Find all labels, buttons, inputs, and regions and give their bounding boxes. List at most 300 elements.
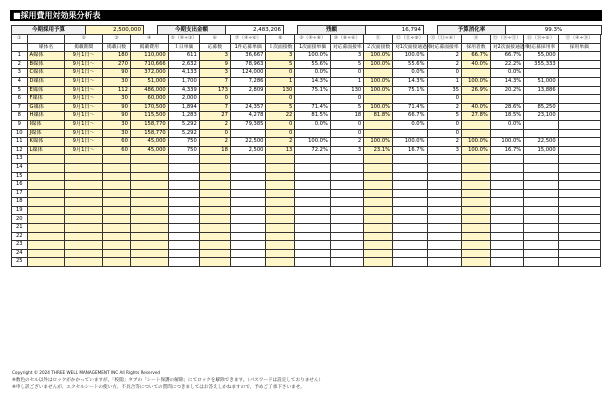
- table-cell[interactable]: F媒体: [27, 95, 65, 104]
- table-cell[interactable]: [65, 198, 103, 207]
- table-cell[interactable]: [130, 172, 168, 181]
- table-cell[interactable]: [266, 258, 295, 267]
- table-cell[interactable]: [27, 206, 65, 215]
- table-cell[interactable]: [364, 95, 393, 104]
- table-cell[interactable]: 30: [103, 120, 131, 129]
- table-cell[interactable]: 90: [103, 69, 131, 78]
- table-cell[interactable]: [65, 215, 103, 224]
- table-cell[interactable]: [364, 249, 393, 258]
- table-cell[interactable]: [364, 215, 393, 224]
- table-cell[interactable]: [103, 155, 131, 164]
- table-cell[interactable]: 100.0%: [461, 77, 490, 86]
- table-cell[interactable]: 26.9%: [461, 86, 490, 95]
- table-cell[interactable]: 0: [266, 95, 295, 104]
- table-cell[interactable]: [27, 155, 65, 164]
- table-cell: 4,278: [230, 112, 266, 121]
- table-cell[interactable]: [199, 224, 230, 233]
- table-cell[interactable]: 51,000: [130, 77, 168, 86]
- table-cell[interactable]: 100.0%: [461, 138, 490, 147]
- table-cell[interactable]: 9月1日～: [65, 112, 103, 121]
- table-cell[interactable]: 9月1日～: [65, 77, 103, 86]
- table-cell[interactable]: D媒体: [27, 77, 65, 86]
- table-row: [12, 163, 601, 172]
- table-cell[interactable]: [364, 241, 393, 250]
- table-cell: [393, 224, 427, 233]
- table-cell: 22.2%: [490, 60, 523, 69]
- table-cell[interactable]: 60,000: [130, 95, 168, 104]
- table-row: [12, 155, 601, 164]
- table-cell[interactable]: [364, 189, 393, 198]
- table-cell[interactable]: 3: [199, 52, 230, 61]
- table-cell[interactable]: 27.8%: [461, 112, 490, 121]
- table-cell[interactable]: [103, 181, 131, 190]
- table-cell[interactable]: 0: [266, 129, 295, 138]
- table-cell: 2,500: [230, 146, 266, 155]
- table-cell[interactable]: [27, 172, 65, 181]
- column-header-cell: 1件応募単価: [230, 43, 266, 52]
- table-cell[interactable]: [266, 155, 295, 164]
- table-cell: [168, 181, 199, 190]
- table-cell[interactable]: [130, 258, 168, 267]
- table-cell[interactable]: 60: [103, 138, 131, 147]
- table-cell[interactable]: 45,000: [130, 138, 168, 147]
- table-cell[interactable]: 180: [103, 52, 131, 61]
- table-cell[interactable]: G媒体: [27, 103, 65, 112]
- table-cell[interactable]: 40.0%: [461, 103, 490, 112]
- table-cell[interactable]: [266, 163, 295, 172]
- table-cell: [295, 258, 331, 267]
- table-cell[interactable]: E媒体: [27, 86, 65, 95]
- table-row: [12, 60, 601, 69]
- table-cell[interactable]: 27: [199, 112, 230, 121]
- table-cell[interactable]: [364, 232, 393, 241]
- budget-input[interactable]: 2,500,000: [86, 26, 144, 35]
- table-cell[interactable]: [65, 189, 103, 198]
- table-cell[interactable]: 30: [103, 95, 131, 104]
- table-cell[interactable]: 100.0%: [364, 103, 393, 112]
- table-cell: 0: [427, 69, 461, 78]
- table-cell: [295, 206, 331, 215]
- table-cell[interactable]: [364, 120, 393, 129]
- table-cell[interactable]: [103, 172, 131, 181]
- table-cell[interactable]: [364, 198, 393, 207]
- table-cell[interactable]: [130, 215, 168, 224]
- table-cell[interactable]: B媒体: [27, 60, 65, 69]
- column-number-cell: ⑭: [461, 35, 490, 44]
- column-number-cell: ⑤（④÷③）: [168, 35, 199, 44]
- table-cell[interactable]: [266, 232, 295, 241]
- table-cell[interactable]: 100.0%: [364, 138, 393, 147]
- row-number-cell: 20: [12, 215, 28, 224]
- table-cell: [168, 206, 199, 215]
- table-cell[interactable]: J媒体: [27, 129, 65, 138]
- table-cell: 0: [427, 129, 461, 138]
- table-cell[interactable]: [461, 232, 490, 241]
- table-cell[interactable]: 9月1日～: [65, 86, 103, 95]
- table-cell[interactable]: [130, 163, 168, 172]
- table-cell[interactable]: [27, 224, 65, 233]
- table-cell[interactable]: [103, 215, 131, 224]
- table-cell[interactable]: 112: [103, 86, 131, 95]
- table-cell[interactable]: [65, 172, 103, 181]
- table-cell: 5: [427, 112, 461, 121]
- table-cell[interactable]: 270: [103, 60, 131, 69]
- table-cell[interactable]: [266, 249, 295, 258]
- table-cell[interactable]: [65, 163, 103, 172]
- table-cell[interactable]: [130, 206, 168, 215]
- table-cell[interactable]: 90: [103, 112, 131, 121]
- table-cell[interactable]: 60: [103, 146, 131, 155]
- table-cell[interactable]: 158,770: [130, 129, 168, 138]
- table-cell[interactable]: [461, 163, 490, 172]
- table-cell: 2: [427, 60, 461, 69]
- table-cell[interactable]: 40.0%: [461, 60, 490, 69]
- table-cell[interactable]: [199, 232, 230, 241]
- table-cell[interactable]: 100.0%: [364, 77, 393, 86]
- table-row: [12, 138, 601, 147]
- table-cell: [490, 172, 523, 181]
- table-cell: 0.0%: [295, 120, 331, 129]
- table-cell[interactable]: 9月1日～: [65, 129, 103, 138]
- table-cell: [168, 155, 199, 164]
- table-cell[interactable]: L媒体: [27, 146, 65, 155]
- table-cell: [524, 95, 558, 104]
- table-cell[interactable]: [461, 198, 490, 207]
- table-cell[interactable]: [266, 198, 295, 207]
- table-cell: [427, 215, 461, 224]
- table-cell[interactable]: [130, 232, 168, 241]
- table-cell[interactable]: 18: [199, 146, 230, 155]
- table-cell: 1: [427, 77, 461, 86]
- table-cell: 78,963: [230, 60, 266, 69]
- table-cell[interactable]: [364, 129, 393, 138]
- table-cell: 1,283: [168, 112, 199, 121]
- table-cell[interactable]: [461, 95, 490, 104]
- table-cell: [393, 163, 427, 172]
- table-cell: [393, 206, 427, 215]
- table-cell[interactable]: 100.0%: [364, 60, 393, 69]
- table-cell[interactable]: [266, 224, 295, 233]
- table-cell[interactable]: [461, 120, 490, 129]
- table-cell[interactable]: 115,500: [130, 112, 168, 121]
- table-cell: [330, 198, 363, 207]
- table-cell[interactable]: [266, 241, 295, 250]
- table-cell[interactable]: 9月1日～: [65, 60, 103, 69]
- table-cell: [524, 232, 558, 241]
- header-row: [12, 43, 601, 52]
- table-cell[interactable]: [266, 172, 295, 181]
- table-cell[interactable]: [364, 258, 393, 267]
- table-cell[interactable]: [461, 181, 490, 190]
- table-cell[interactable]: [130, 155, 168, 164]
- table-cell[interactable]: [199, 198, 230, 207]
- table-cell[interactable]: [199, 155, 230, 164]
- table-cell: [490, 249, 523, 258]
- table-cell[interactable]: [461, 206, 490, 215]
- table-cell[interactable]: [266, 181, 295, 190]
- column-number-cell: ⑦（④÷⑥）: [230, 35, 266, 44]
- table-cell[interactable]: [130, 241, 168, 250]
- table-cell[interactable]: 9月1日～: [65, 120, 103, 129]
- table-cell[interactable]: 81.8%: [364, 112, 393, 121]
- table-cell[interactable]: [364, 172, 393, 181]
- table-cell: [558, 249, 600, 258]
- table-cell: [524, 215, 558, 224]
- table-cell: [490, 215, 523, 224]
- table-cell[interactable]: [103, 189, 131, 198]
- table-cell[interactable]: [266, 215, 295, 224]
- column-number-cell: ⑨（④÷⑧）: [295, 35, 331, 44]
- table-cell[interactable]: 66.7%: [461, 52, 490, 61]
- table-cell[interactable]: [461, 215, 490, 224]
- table-cell[interactable]: [103, 258, 131, 267]
- table-cell[interactable]: [461, 249, 490, 258]
- table-cell[interactable]: 90: [103, 103, 131, 112]
- table-cell[interactable]: 22: [266, 112, 295, 121]
- table-cell: 15,000: [524, 146, 558, 155]
- table-cell[interactable]: [199, 163, 230, 172]
- table-cell[interactable]: [364, 163, 393, 172]
- table-cell[interactable]: 158,770: [130, 120, 168, 129]
- table-cell[interactable]: 7: [199, 103, 230, 112]
- table-cell[interactable]: [199, 249, 230, 258]
- table-cell[interactable]: 0: [266, 120, 295, 129]
- table-row: [12, 198, 601, 207]
- table-cell[interactable]: [27, 232, 65, 241]
- table-cell[interactable]: [65, 249, 103, 258]
- column-header-cell: 1次面接単価: [295, 43, 331, 52]
- table-cell: 28.6%: [490, 103, 523, 112]
- table-cell[interactable]: 9月1日～: [65, 52, 103, 61]
- table-cell[interactable]: [103, 249, 131, 258]
- table-cell: [427, 189, 461, 198]
- table-cell[interactable]: [461, 155, 490, 164]
- table-row: [12, 189, 601, 198]
- table-cell[interactable]: [130, 181, 168, 190]
- table-row: [12, 181, 601, 190]
- table-cell[interactable]: [461, 129, 490, 138]
- table-cell[interactable]: [103, 206, 131, 215]
- table-cell[interactable]: [103, 232, 131, 241]
- table-cell: 2: [427, 103, 461, 112]
- table-cell[interactable]: [461, 241, 490, 250]
- table-cell[interactable]: [27, 189, 65, 198]
- table-cell: 55,000: [524, 52, 558, 61]
- table-cell[interactable]: [199, 206, 230, 215]
- table-cell[interactable]: 9月1日～: [65, 103, 103, 112]
- table-cell[interactable]: [364, 224, 393, 233]
- table-cell[interactable]: [461, 189, 490, 198]
- table-cell[interactable]: [130, 198, 168, 207]
- table-cell: [393, 181, 427, 190]
- table-cell: [295, 172, 331, 181]
- table-cell[interactable]: [27, 249, 65, 258]
- table-cell[interactable]: 0: [199, 129, 230, 138]
- table-cell: [330, 206, 363, 215]
- table-cell[interactable]: [27, 258, 65, 267]
- table-cell: 2: [427, 52, 461, 61]
- column-number-cell: ⑰（④÷⑭）: [558, 35, 600, 44]
- table-cell[interactable]: 1: [266, 77, 295, 86]
- table-cell[interactable]: [199, 258, 230, 267]
- table-cell: 22,500: [524, 138, 558, 147]
- table-cell[interactable]: 173: [199, 86, 230, 95]
- table-cell: [558, 224, 600, 233]
- table-cell[interactable]: A媒体: [27, 52, 65, 61]
- table-row: [12, 103, 601, 112]
- column-header-cell: 掲載日数: [103, 43, 131, 52]
- table-cell: [330, 189, 363, 198]
- column-number-cell: [27, 35, 65, 44]
- row-number-cell: 12: [12, 146, 28, 155]
- table-cell: [295, 181, 331, 190]
- table-cell[interactable]: 170,500: [130, 103, 168, 112]
- table-cell[interactable]: 30: [103, 77, 131, 86]
- table-cell[interactable]: [103, 241, 131, 250]
- table-cell[interactable]: 2: [199, 120, 230, 129]
- table-cell[interactable]: 486,000: [130, 86, 168, 95]
- table-cell[interactable]: [27, 181, 65, 190]
- table-cell[interactable]: 0: [266, 69, 295, 78]
- table-cell: [295, 95, 331, 104]
- table-cell[interactable]: [199, 189, 230, 198]
- table-cell[interactable]: [103, 198, 131, 207]
- row-number-cell: 23: [12, 241, 28, 250]
- table-cell[interactable]: 710,666: [130, 60, 168, 69]
- table-cell[interactable]: [364, 69, 393, 78]
- table-cell[interactable]: [65, 232, 103, 241]
- table-cell: [393, 129, 427, 138]
- table-cell[interactable]: [130, 224, 168, 233]
- table-cell: 16.7%: [393, 146, 427, 155]
- table-cell[interactable]: [364, 206, 393, 215]
- column-header-cell: 対応募面接率: [330, 43, 363, 52]
- table-cell[interactable]: I媒体: [27, 120, 65, 129]
- table-cell[interactable]: 0: [199, 95, 230, 104]
- table-cell[interactable]: [199, 241, 230, 250]
- table-cell[interactable]: [364, 155, 393, 164]
- column-header-cell: １日単価: [168, 43, 199, 52]
- table-row: [12, 224, 601, 233]
- table-cell: [490, 181, 523, 190]
- table-cell[interactable]: 9月1日～: [65, 69, 103, 78]
- column-header-cell: [12, 43, 28, 52]
- table-cell[interactable]: 2: [266, 138, 295, 147]
- table-cell[interactable]: [27, 241, 65, 250]
- table-cell[interactable]: [65, 258, 103, 267]
- table-cell: [393, 155, 427, 164]
- table-cell: [230, 241, 266, 250]
- table-cell: 4,339: [168, 86, 199, 95]
- table-cell[interactable]: [27, 215, 65, 224]
- table-cell: [524, 189, 558, 198]
- table-row: [12, 172, 601, 181]
- table-cell[interactable]: 9月1日～: [65, 138, 103, 147]
- column-header-cell: 対応募面接率: [427, 43, 461, 52]
- table-cell[interactable]: C媒体: [27, 69, 65, 78]
- table-cell[interactable]: [65, 181, 103, 190]
- table-cell[interactable]: K媒体: [27, 138, 65, 147]
- row-number-cell: 7: [12, 103, 28, 112]
- column-header-cell: １次面接数: [266, 43, 295, 52]
- table-cell: [490, 232, 523, 241]
- table-cell: [168, 215, 199, 224]
- table-cell[interactable]: 130: [266, 86, 295, 95]
- table-cell: [490, 129, 523, 138]
- table-cell[interactable]: 7: [199, 77, 230, 86]
- table-cell: [558, 146, 600, 155]
- table-cell[interactable]: 3: [266, 52, 295, 61]
- table-cell: [558, 60, 600, 69]
- table-cell[interactable]: 45,000: [130, 146, 168, 155]
- table-cell[interactable]: [130, 189, 168, 198]
- table-cell[interactable]: 100.0%: [364, 52, 393, 61]
- table-cell: [490, 155, 523, 164]
- table-cell[interactable]: 5: [266, 103, 295, 112]
- table-cell: [230, 163, 266, 172]
- table-cell[interactable]: [461, 224, 490, 233]
- table-cell[interactable]: [103, 224, 131, 233]
- table-cell[interactable]: 30: [103, 129, 131, 138]
- table-cell[interactable]: 372,000: [130, 69, 168, 78]
- table-cell[interactable]: [199, 181, 230, 190]
- table-cell: 14.3%: [393, 77, 427, 86]
- table-cell[interactable]: 13: [266, 146, 295, 155]
- table-cell[interactable]: [461, 172, 490, 181]
- table-cell[interactable]: [199, 215, 230, 224]
- column-number-cell: ④: [130, 35, 168, 44]
- table-cell[interactable]: 9月1日～: [65, 146, 103, 155]
- table-cell[interactable]: [65, 206, 103, 215]
- table-cell[interactable]: 110,000: [130, 52, 168, 61]
- table-cell[interactable]: [266, 206, 295, 215]
- table-cell[interactable]: H媒体: [27, 112, 65, 121]
- table-cell[interactable]: 9月1日～: [65, 95, 103, 104]
- row-number-cell: 5: [12, 86, 28, 95]
- table-cell[interactable]: [65, 155, 103, 164]
- table-cell[interactable]: 2: [199, 138, 230, 147]
- table-cell[interactable]: [65, 241, 103, 250]
- table-cell: [427, 249, 461, 258]
- table-cell[interactable]: [266, 189, 295, 198]
- table-cell: [524, 163, 558, 172]
- table-cell[interactable]: [364, 181, 393, 190]
- table-cell: [393, 189, 427, 198]
- table-cell[interactable]: [461, 69, 490, 78]
- table-cell[interactable]: [27, 163, 65, 172]
- table-cell: 20.2%: [490, 86, 523, 95]
- table-cell[interactable]: [461, 258, 490, 267]
- table-cell[interactable]: 23.1%: [364, 146, 393, 155]
- table-cell: [295, 249, 331, 258]
- table-cell[interactable]: [199, 172, 230, 181]
- table-cell[interactable]: 3: [199, 69, 230, 78]
- table-cell: [230, 215, 266, 224]
- table-cell: 75.1%: [295, 86, 331, 95]
- table-cell[interactable]: 100.0%: [364, 86, 393, 95]
- table-cell[interactable]: [65, 224, 103, 233]
- table-row: [12, 232, 601, 241]
- table-cell[interactable]: 100.0%: [461, 146, 490, 155]
- table-row: [12, 95, 601, 104]
- table-cell: [330, 181, 363, 190]
- table-cell[interactable]: 9: [199, 60, 230, 69]
- table-cell[interactable]: [103, 163, 131, 172]
- table-cell[interactable]: [130, 249, 168, 258]
- table-cell[interactable]: 5: [266, 60, 295, 69]
- table-cell: [558, 163, 600, 172]
- table-cell[interactable]: [27, 198, 65, 207]
